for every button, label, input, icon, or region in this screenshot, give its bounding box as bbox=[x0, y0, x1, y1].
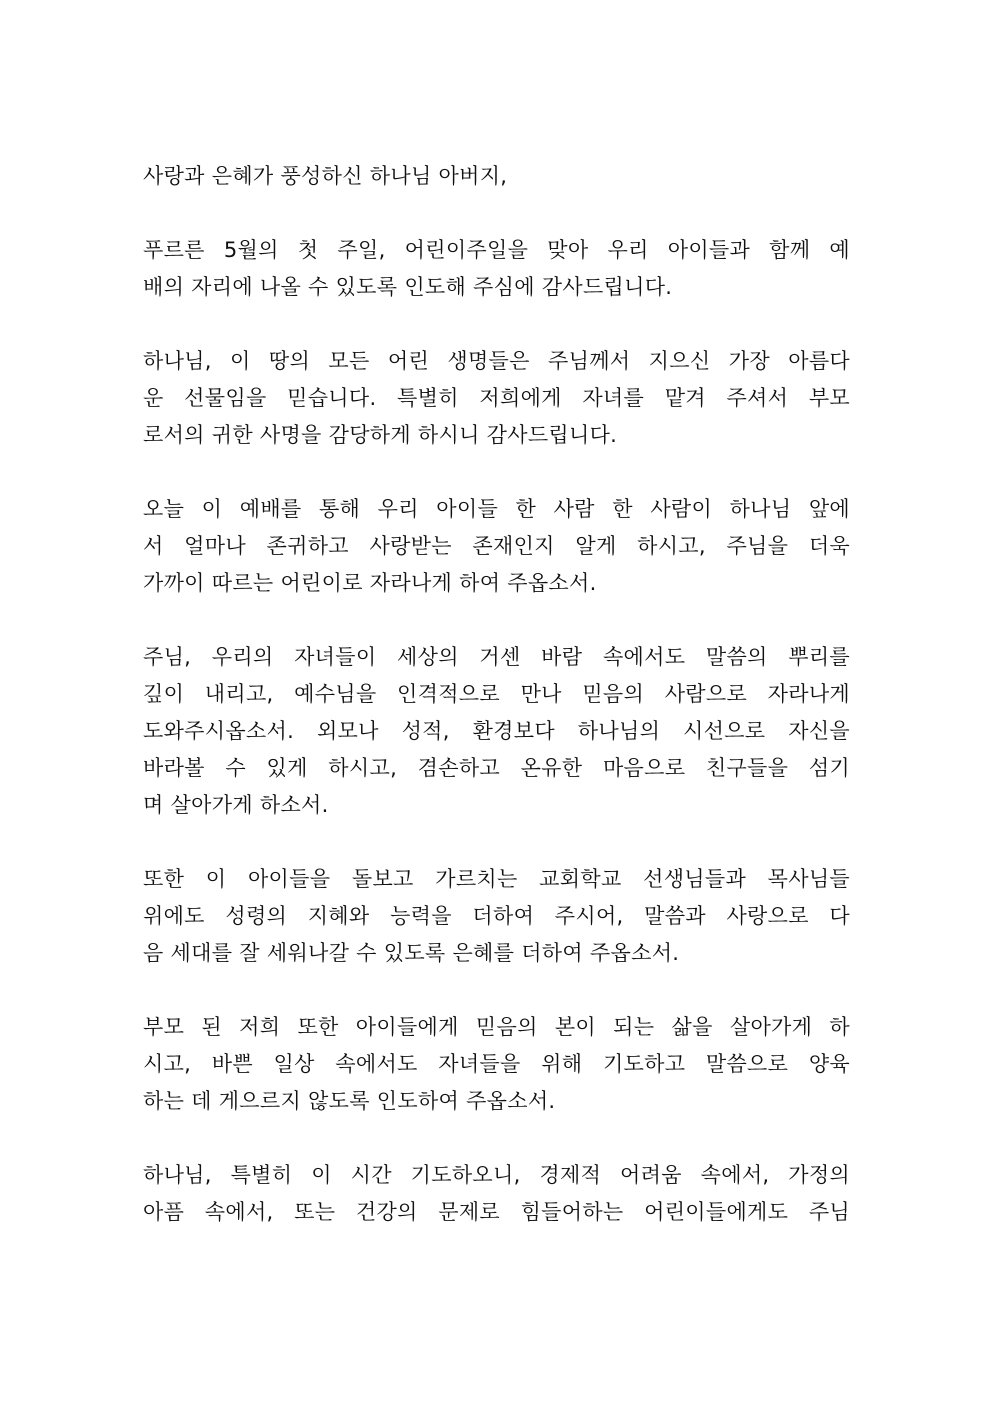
text-line: 도와주시옵소서. 외모나 성적, 환경보다 하나님의 시선으로 자신을 bbox=[143, 719, 850, 743]
text-line: 하는 데 게으르지 않도록 인도하여 주옵소서. bbox=[143, 1089, 556, 1113]
paragraph-3 bbox=[143, 343, 850, 454]
text-line: 음 세대를 잘 세워나갈 수 있도록 은혜를 더하여 주옵소서. bbox=[143, 941, 680, 965]
text-line: 깊이 내리고, 예수님을 인격적으로 만나 믿음의 사람으로 자라나게 bbox=[143, 682, 850, 706]
text-line: 바라볼 수 있게 하시고, 겸손하고 온유한 마음으로 친구들을 섬기 bbox=[143, 756, 850, 780]
paragraph-8 bbox=[143, 1157, 850, 1231]
text-line: 서 얼마나 존귀하고 사랑받는 존재인지 알게 하시고, 주님을 더욱 bbox=[143, 534, 850, 558]
paragraph-7 bbox=[143, 1009, 850, 1120]
text-line: 하나님, 이 땅의 모든 어린 생명들은 주님께서 지으신 가장 아름다 bbox=[143, 349, 850, 373]
text-line: 위에도 성령의 지혜와 능력을 더하여 주시어, 말씀과 사랑으로 다 bbox=[143, 904, 850, 928]
text-line: 오늘 이 예배를 통해 우리 아이들 한 사람 한 사람이 하나님 앞에 bbox=[143, 497, 850, 521]
text-line: 며 살아가게 하소서. bbox=[143, 793, 329, 817]
text-line: 로서의 귀한 사명을 감당하게 하시니 감사드립니다. bbox=[143, 423, 618, 447]
text-line: 운 선물임을 믿습니다. 특별히 저희에게 자녀를 맡겨 주셔서 부모 bbox=[143, 386, 850, 410]
paragraph-2 bbox=[143, 232, 850, 306]
text-line: 부모 된 저희 또한 아이들에게 믿음의 본이 되는 삶을 살아가게 하 bbox=[143, 1015, 850, 1039]
text-line: 가까이 따르는 어린이로 자라나게 하여 주옵소서. bbox=[143, 571, 597, 595]
text-line: 또한 이 아이들을 돌보고 가르치는 교회학교 선생님들과 목사님들 bbox=[143, 867, 850, 891]
prayer-text bbox=[143, 158, 850, 1268]
paragraph-5 bbox=[143, 639, 850, 824]
text-line: 푸르른 5월의 첫 주일, 어린이주일을 맞아 우리 아이들과 함께 예 bbox=[143, 238, 850, 262]
text-line: 시고, 바쁜 일상 속에서도 자녀들을 위해 기도하고 말씀으로 양육 bbox=[143, 1052, 850, 1076]
paragraph-6 bbox=[143, 861, 850, 972]
paragraph-1 bbox=[143, 158, 850, 195]
paragraph-4 bbox=[143, 491, 850, 602]
text-line: 사랑과 은혜가 풍성하신 하나님 아버지, bbox=[143, 164, 508, 188]
text-line: 배의 자리에 나올 수 있도록 인도해 주심에 감사드립니다. bbox=[143, 275, 673, 299]
text-line: 하나님, 특별히 이 시간 기도하오니, 경제적 어려움 속에서, 가정의 bbox=[143, 1163, 850, 1187]
text-line: 아픔 속에서, 또는 건강의 문제로 힘들어하는 어린이들에게도 주님 bbox=[143, 1200, 850, 1224]
text-line: 주님, 우리의 자녀들이 세상의 거센 바람 속에서도 말씀의 뿌리를 bbox=[143, 645, 850, 669]
